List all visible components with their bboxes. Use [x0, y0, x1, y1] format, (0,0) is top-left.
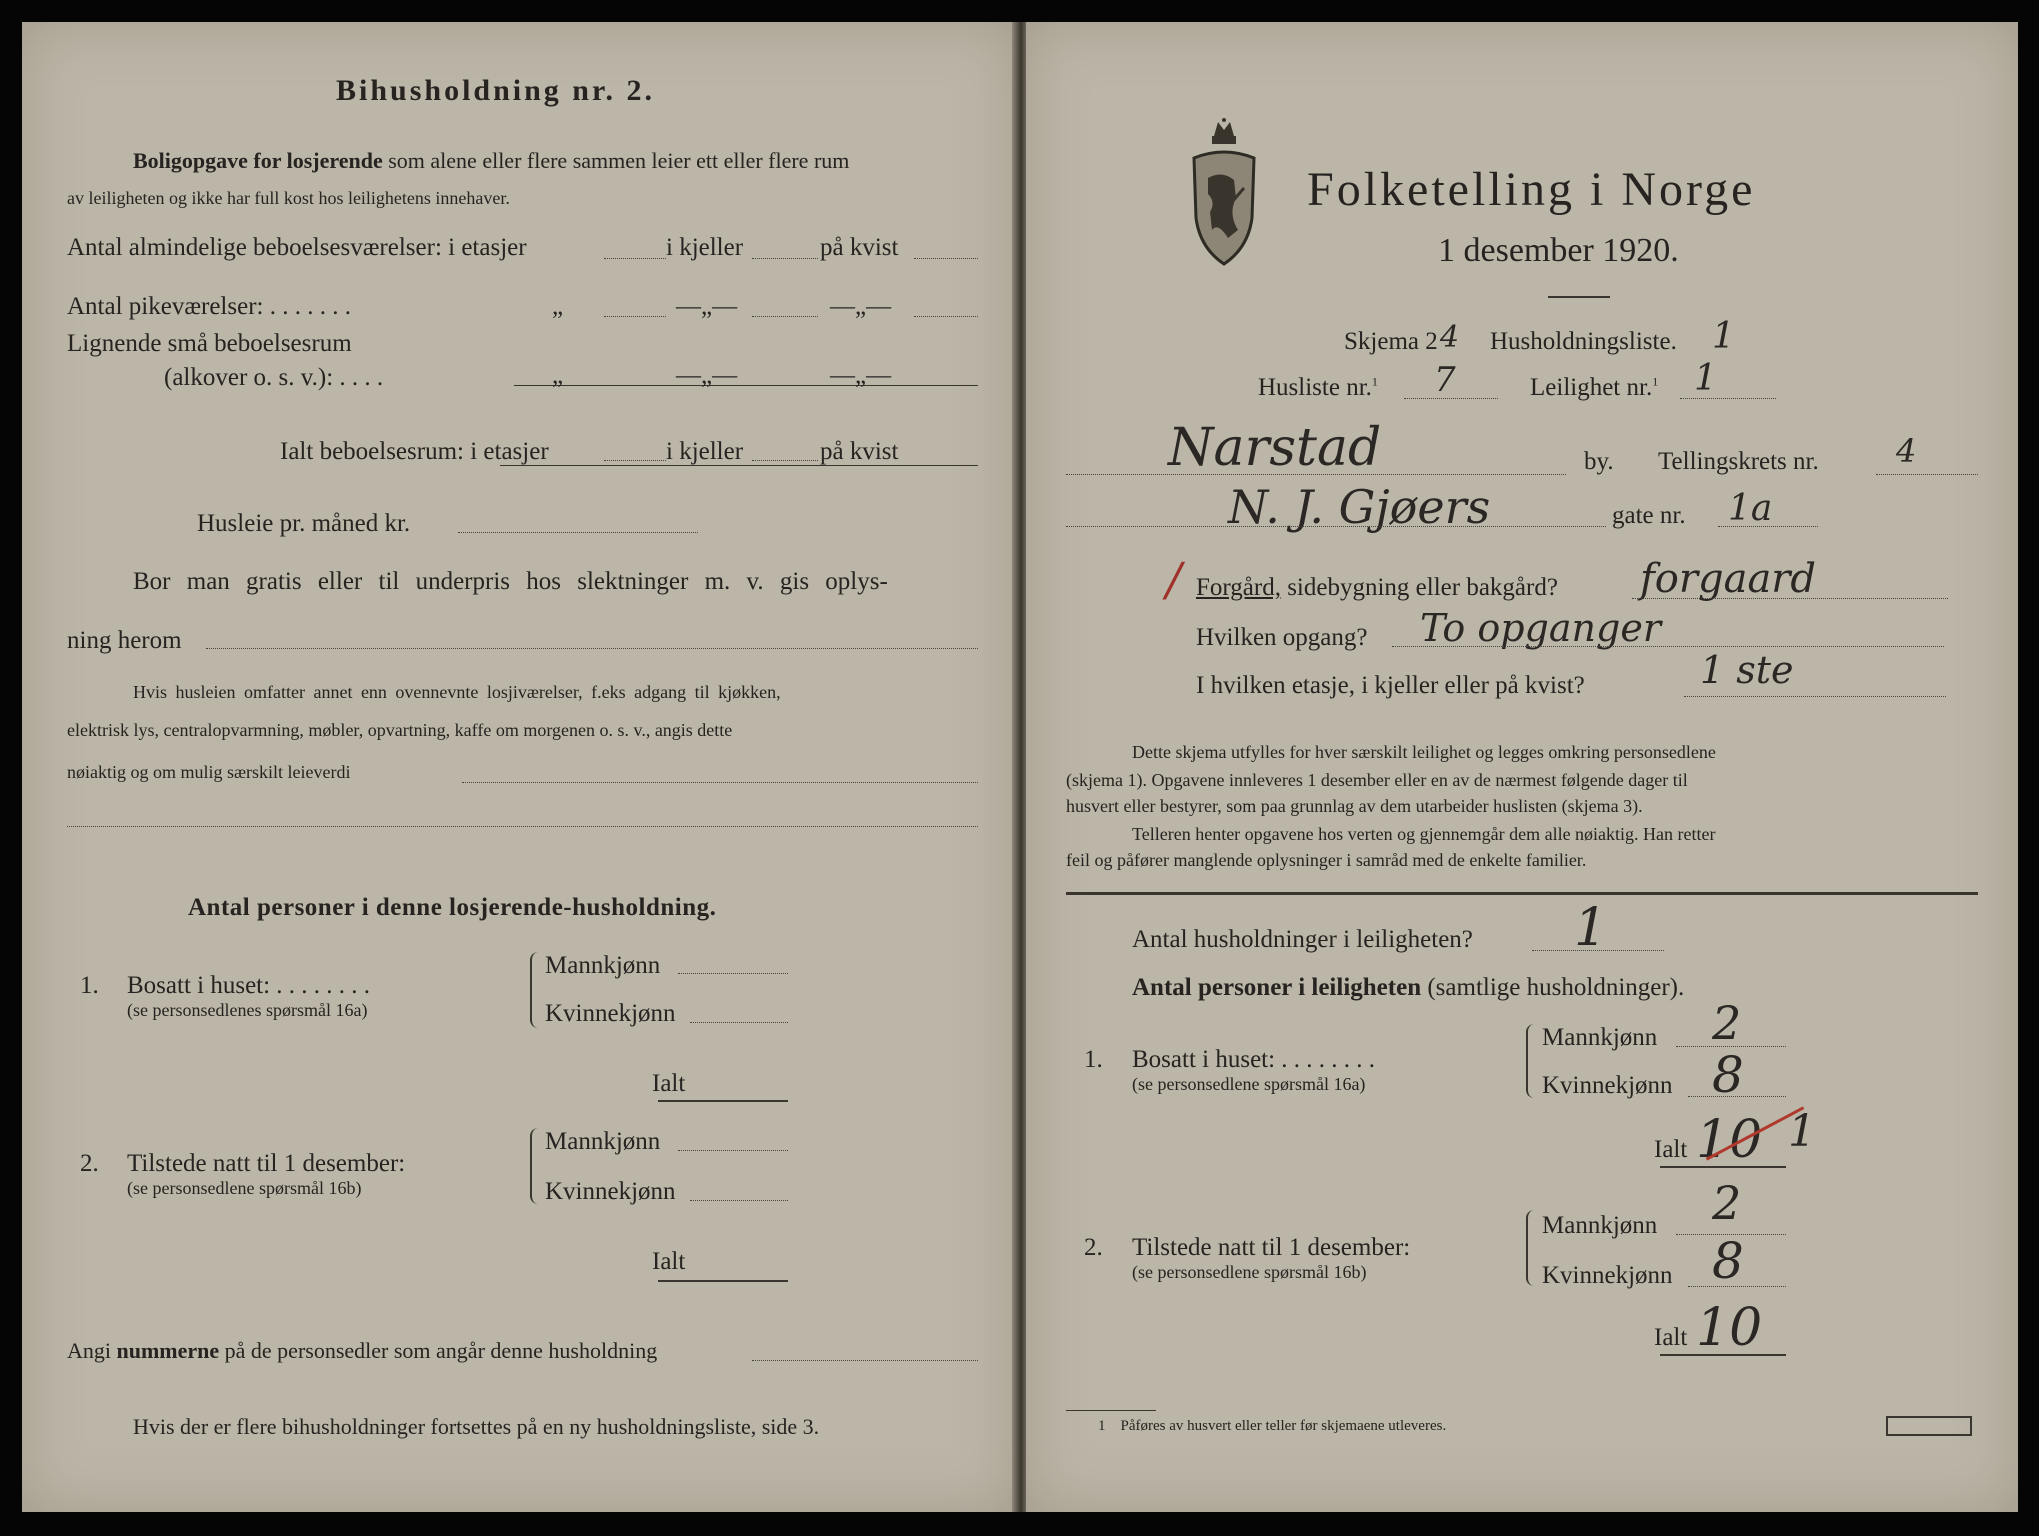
right-q2-mann-hand: 2	[1712, 1176, 1742, 1230]
left-q2-mann-field[interactable]	[678, 1150, 788, 1151]
bor-line-1: Bor man gratis eller til underpris hos slektninger m. v. gis oplys-	[133, 568, 888, 595]
para1-line-3: husvert eller bestyrer, som paa grunnlag av dem utarbeider huslisten (skjema 3).	[1066, 796, 1643, 816]
forgard-field[interactable]	[1632, 598, 1948, 599]
right-q2-ialt-label: Ialt	[1654, 1324, 1688, 1351]
pike-etasjer-field[interactable]	[604, 316, 666, 317]
gate-hand: 1a	[1728, 488, 1773, 529]
left-q2-kvinne-label: Kvinnekjønn	[545, 1178, 676, 1205]
left-title: Bihusholdning nr. 2.	[336, 74, 656, 107]
leilighet-label: Leilighet nr.$^1$	[1530, 374, 1659, 401]
pike-kvist-field[interactable]	[914, 316, 978, 317]
left-q1-kvinne-field[interactable]	[690, 1022, 788, 1023]
alkover-dash-1: —„—	[676, 362, 738, 389]
krets-field[interactable]	[1876, 474, 1978, 475]
husleie-label: Husleie pr. måned kr.	[197, 510, 411, 537]
right-q2-kvinne-hand: 8	[1712, 1232, 1744, 1290]
left-q1-mann-field[interactable]	[678, 973, 788, 974]
rooms-etasjer-field[interactable]	[604, 258, 666, 259]
para1-line-2: (skjema 1). Opgavene innleveres 1 desember eller en av de nærmest følgende dager til	[1066, 770, 1688, 790]
right-q1-ialt-correction: 1	[1788, 1106, 1816, 1157]
rooms-label: Antal almindelige beboelsesværelser: i etasjer	[67, 234, 527, 261]
ialt-kjeller: i kjeller	[666, 438, 744, 465]
opgang-answer-hand: To opganger	[1420, 606, 1661, 650]
ialt-rooms-label: Ialt beboelsesrum: i etasjer	[280, 438, 549, 465]
ialt-kvist: på kvist	[820, 438, 899, 465]
rooms-kjeller-field[interactable]	[752, 258, 818, 259]
left-q1-ialt-field[interactable]	[658, 1100, 788, 1102]
right-q1-label: Bosatt i huset: . . . . . . . .	[1132, 1046, 1376, 1073]
left-q1-brace	[530, 952, 542, 1028]
hl-no-hand: 1	[1712, 316, 1735, 357]
rooms-kvist-field[interactable]	[914, 258, 978, 259]
left-q2-brace	[530, 1128, 542, 1204]
right-q2-kvinne-label: Kvinnekjønn	[1542, 1262, 1673, 1289]
antal-hush-label: Antal husholdninger i leiligheten?	[1132, 926, 1473, 953]
antal-hush-field[interactable]	[1532, 950, 1664, 951]
para2-line-1: Telleren henter opgavene hos verten og gjennemgår dem alle nøiaktig. Han retter	[1132, 824, 1716, 844]
krets-hand: 4	[1896, 432, 1917, 470]
lign-label: Lignende små beboelsesrum	[67, 330, 352, 357]
street-hand: N. J. Gjøers	[1228, 480, 1491, 534]
left-q1-mann-label: Mannkjønn	[545, 952, 661, 979]
forgard-line: Forgård, sidebygning eller bakgård?	[1196, 574, 1558, 601]
gate-label: gate nr.	[1612, 502, 1686, 529]
right-q1-kvinne-label: Kvinnekjønn	[1542, 1072, 1673, 1099]
left-q1-sub: (se personsedlenes spørsmål 16a)	[127, 1000, 368, 1020]
leilighet-hand: 1	[1694, 358, 1717, 399]
left-q2-label: Tilstede natt til 1 desember:	[127, 1150, 406, 1177]
intro-line-2: av leiligheten og ikke har full kost hos leilighetens innehaver.	[67, 188, 510, 208]
footnote: 1 Påføres av husvert eller teller før skjemaene utleveres.	[1098, 1418, 1447, 1434]
hl-label: Husholdningsliste.	[1490, 328, 1677, 355]
intro-line-1: Boligopgave for losjerende som alene eller flere sammen leier ett eller flere rum	[133, 148, 850, 173]
antal-hush-hand: 1	[1574, 898, 1608, 958]
forgard-answer-hand: forgaard	[1640, 556, 1817, 602]
pike-ditto: „	[552, 293, 564, 320]
right-q1-num: 1.	[1084, 1046, 1103, 1073]
right-q1-mann-hand: 2	[1712, 996, 1742, 1050]
pike-kjeller-field[interactable]	[752, 316, 818, 317]
rooms-kvist: på kvist	[820, 234, 899, 261]
forgard-mark-hand: /	[1166, 552, 1182, 606]
husleie-field[interactable]	[458, 532, 698, 533]
ialt-kjeller-field[interactable]	[752, 460, 818, 461]
etasje-field[interactable]	[1684, 696, 1946, 697]
norway-coat-of-arms	[1188, 118, 1260, 268]
town-field[interactable]	[1066, 474, 1566, 475]
opgang-label: Hvilken opgang?	[1196, 624, 1368, 651]
right-title: Folketelling i Norge	[1307, 163, 1756, 216]
town-hand: Narstad	[1168, 418, 1382, 478]
left-q2-num: 2.	[80, 1150, 99, 1177]
pike-label: Antal pikeværelser: . . . . . . .	[67, 293, 351, 320]
left-q2-mann-label: Mannkjønn	[545, 1128, 661, 1155]
hvis-line-2: elektrisk lys, centralopvarmning, møbler, opvartning, kaffe om morgenen o. s. v., angis dette	[67, 720, 733, 740]
right-q2-brace	[1526, 1210, 1538, 1286]
rooms-kjeller: i kjeller	[666, 234, 744, 261]
right-q1-sub: (se personsedlene spørsmål 16a)	[1132, 1074, 1366, 1094]
left-q2-ialt-field[interactable]	[658, 1280, 788, 1282]
right-q2-num: 2.	[1084, 1234, 1103, 1261]
alkover-underline	[514, 385, 978, 386]
angi-line: Angi nummerne på de personsedler som angår denne husholdning	[67, 1338, 658, 1363]
right-q2-sub: (se personsedlene spørsmål 16b)	[1132, 1262, 1367, 1282]
left-q2-ialt-label: Ialt	[652, 1248, 686, 1275]
bor-field[interactable]	[206, 648, 978, 649]
right-date: 1 desember 1920.	[1438, 232, 1679, 269]
husliste-hand: 7	[1434, 360, 1456, 400]
alkover-ditto: „	[552, 362, 564, 389]
footnote-rule	[1066, 1410, 1156, 1411]
alkover-dash-2: —„—	[830, 362, 892, 389]
by-label: by.	[1584, 448, 1614, 475]
hvis-line-1: Hvis husleien omfatter annet enn ovennevnte losjiværelser, f.eks adgang til kjøkken,	[133, 682, 781, 702]
right-q2-ialt-hand: 10	[1696, 1298, 1763, 1358]
left-q1-kvinne-label: Kvinnekjønn	[545, 1000, 676, 1027]
street-field[interactable]	[1066, 526, 1606, 527]
right-q1-brace	[1526, 1024, 1538, 1098]
antal-pers-line: Antal personer i leiligheten (samtlige husholdninger).	[1132, 974, 1685, 1001]
opgang-field[interactable]	[1392, 646, 1944, 647]
para1-line-1: Dette skjema utfylles for hver særskilt leilighet og legges omkring personsedlene	[1132, 742, 1716, 762]
right-q2-label: Tilstede natt til 1 desember:	[1132, 1234, 1411, 1261]
angi-field[interactable]	[752, 1360, 978, 1361]
left-q2-sub: (se personsedlene spørsmål 16b)	[127, 1178, 362, 1198]
ialt-underline	[500, 465, 978, 466]
leieverdi-field[interactable]	[462, 782, 978, 783]
right-q1-kvinne-hand: 8	[1712, 1046, 1744, 1104]
left-q1-label: Bosatt i huset: . . . . . . . .	[127, 972, 371, 999]
antal-heading-left: Antal personer i denne losjerende-husholdning.	[188, 894, 717, 921]
para2-line-2: feil og påfører manglende oplysninger i samråd med de enkelte familier.	[1066, 850, 1587, 870]
krets-label: Tellingskrets nr.	[1658, 448, 1819, 475]
left-bottom-note: Hvis der er flere bihusholdninger fortsettes på en ny husholdningsliste, side 3.	[133, 1414, 820, 1439]
section-rule	[1066, 892, 1978, 895]
ialt-etasjer-field[interactable]	[604, 460, 666, 461]
etasje-label: I hvilken etasje, i kjeller eller på kvist?	[1196, 672, 1585, 699]
title-rule	[1548, 296, 1610, 298]
right-q2-mann-label: Mannkjønn	[1542, 1212, 1658, 1239]
right-q1-ialt-hand: 10	[1696, 1110, 1763, 1170]
skjema-hand: 4	[1440, 320, 1460, 355]
alkover-label: (alkover o. s. v.): . . . .	[164, 364, 384, 391]
right-q1-ialt-label: Ialt	[1654, 1136, 1688, 1163]
pike-dash-1: —„—	[676, 293, 738, 320]
right-q1-mann-label: Mannkjønn	[1542, 1024, 1658, 1051]
printer-stamp	[1886, 1416, 1972, 1436]
hvis-line-3: nøiaktig og om mulig særskilt leieverdi	[67, 762, 351, 782]
husliste-label: Husliste nr.$^1$	[1258, 374, 1378, 401]
left-q1-num: 1.	[80, 972, 99, 999]
left-q2-kvinne-field[interactable]	[690, 1200, 788, 1201]
leieverdi-field-2[interactable]	[67, 826, 978, 827]
bor-line-2: ning herom	[67, 627, 182, 654]
pike-dash-2: —„—	[830, 293, 892, 320]
left-q1-ialt-label: Ialt	[652, 1070, 686, 1097]
etasje-answer-hand: 1 ste	[1700, 648, 1794, 692]
coat-of-arms-icon	[1188, 118, 1260, 268]
skjema-label: Skjema 2	[1344, 328, 1438, 355]
